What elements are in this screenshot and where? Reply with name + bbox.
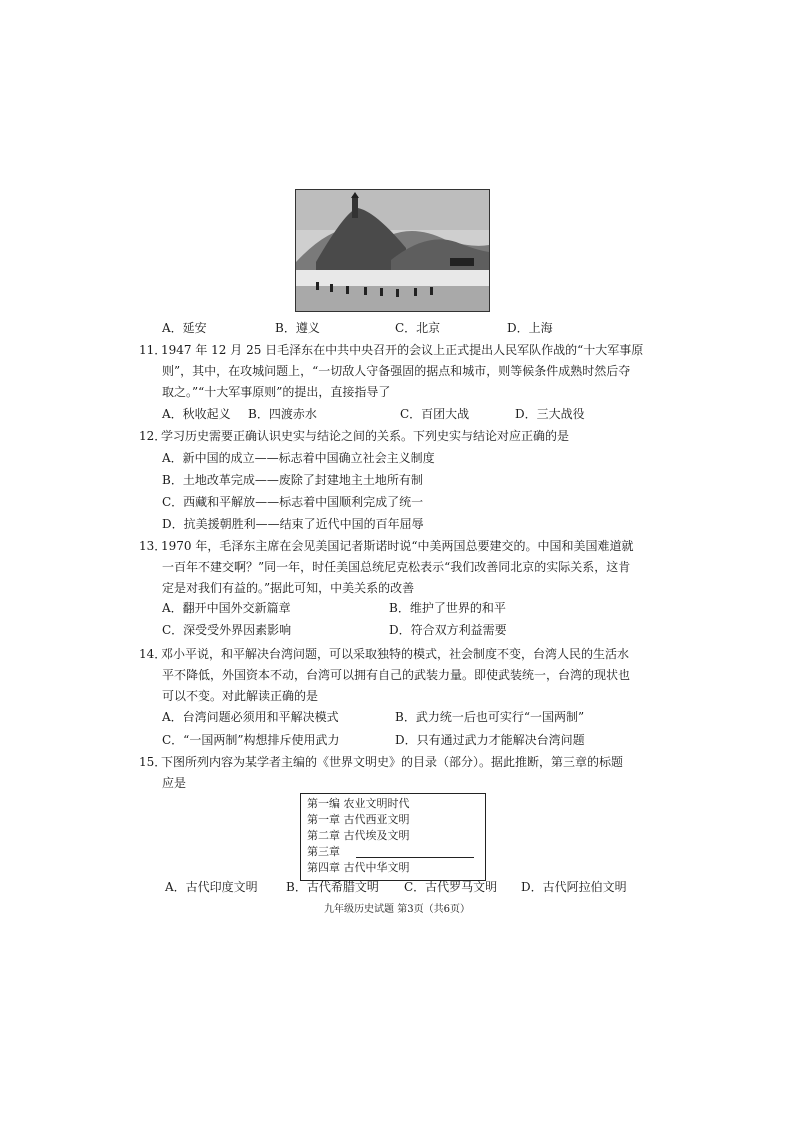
q14-option-c[interactable]: C．“一国两制”构想排斥使用武力 [162,733,340,747]
q15-text-line: 下图所列内容为某学者主编的《世界文明史》的目录（部分）。据此推断，第三章的标题 [161,755,624,769]
toc-row: 第一章 古代西亚文明 [307,813,410,826]
q15-option-d[interactable]: D．古代阿拉伯文明 [521,880,627,894]
q13-option-d[interactable]: D．符合双方利益需要 [389,623,507,637]
q14-number: 14． [139,647,167,661]
pagoda-hill-illustration [295,189,490,312]
q15-number: 15． [139,755,167,769]
q10-option-a[interactable]: A．延安 [162,321,207,335]
q10-option-b[interactable]: B．遵义 [275,321,320,335]
q11-option-a[interactable]: A．秋收起义 [162,407,231,421]
q12-option-a[interactable]: A．新中国的成立——标志着中国确立社会主义制度 [162,451,435,465]
q15-option-b[interactable]: B．古代希腊文明 [286,880,379,894]
q12-text-line: 学习历史需要正确认识史实与结论之间的关系。下列史实与结论对应正确的是 [161,429,570,443]
q15-option-a[interactable]: A．古代印度文明 [165,880,258,894]
q14-option-b[interactable]: B．武力统一后也可实行“一国两制” [395,710,585,724]
toc-row: 第三章 [307,845,340,858]
q10-option-c[interactable]: C．北京 [395,321,441,335]
page-footer: 九年级历史试题 第3页（共6页） [324,904,470,915]
q10-option-d[interactable]: D．上海 [507,321,553,335]
q14-text-line: 平不降低，外国资本不动，台湾可以拥有自己的武装力量。即使武装统一，台湾的现状也 [162,668,631,682]
q13-text-line: 一百年不建交啊？”同一年，时任美国总统尼克松表示“我们改善同北京的实际关系，这肯 [162,560,631,574]
toc-row: 第四章 古代中华文明 [307,861,410,874]
q13-option-c[interactable]: C．深受受外界因素影响 [162,623,292,637]
q11-text-line: 则”，其中，在攻城问题上，“一切敌人守备强固的据点和城市，则等候条件成熟时然后夺 [162,364,631,378]
q13-option-b[interactable]: B．维护了世界的和平 [389,601,506,615]
q13-number: 13． [139,539,167,553]
q11-option-c[interactable]: C．百团大战 [400,407,470,421]
q11-option-b[interactable]: B．四渡赤水 [248,407,317,421]
q11-number: 11． [139,343,167,357]
q12-option-d[interactable]: D．抗美援朝胜利——结束了近代中国的百年屈辱 [162,517,424,531]
q12-number: 12． [139,429,167,443]
q14-option-a[interactable]: A．台湾问题必须用和平解决模式 [162,710,339,724]
q14-text-line: 邓小平说，和平解决台湾问题，可以采取独特的模式，社会制度不变，台湾人民的生活水 [161,647,630,661]
q15-text-line: 应是 [162,776,187,790]
q14-text-line: 可以不变。对此解读正确的是 [162,689,319,703]
q12-option-c[interactable]: C．西藏和平解放——标志着中国顺利完成了统一 [162,495,424,509]
toc-blank-underline [356,857,474,858]
landscape-picture [296,190,489,311]
q12-option-b[interactable]: B．土地改革完成——废除了封建地主土地所有制 [162,473,423,487]
q13-option-a[interactable]: A．翻开中国外交新篇章 [162,601,291,615]
q14-option-d[interactable]: D．只有通过武力才能解决台湾问题 [395,733,585,747]
toc-row: 第一编 农业文明时代 [307,797,410,810]
q11-option-d[interactable]: D．三大战役 [515,407,585,421]
q13-text-line: 定是对我们有益的。”据此可知，中美关系的改善 [162,581,415,595]
toc-row: 第二章 古代埃及文明 [307,829,410,842]
table-of-contents-box [300,793,486,881]
q13-text-line: 1970 年，毛泽东主席在会见美国记者斯诺时说“中美两国总要建交的。中国和美国难道就 [161,539,634,553]
q11-text-line: 1947 年 12 月 25 日毛泽东在中共中央召开的会议上正式提出人民军队作战的“十大军事原 [161,343,644,357]
q11-text-line: 取之。”“十大军事原则”的提出，直接指导了 [162,385,391,399]
q15-option-c[interactable]: C．古代罗马文明 [404,880,498,894]
